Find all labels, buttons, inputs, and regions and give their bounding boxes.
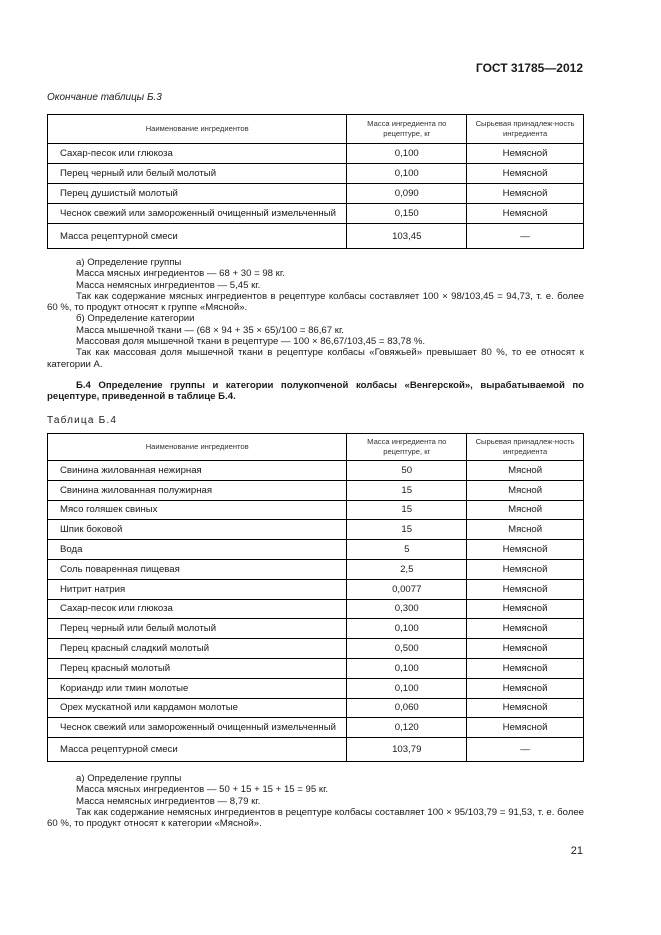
table-row	[48, 559, 584, 579]
cell-name: Свинина жилованная полужирная	[48, 480, 347, 500]
cell-type: Немясной	[467, 619, 584, 639]
cell-type: Мясной	[467, 500, 584, 520]
table-row	[48, 639, 584, 659]
table-row	[48, 204, 584, 224]
col-header-mass: Масса ингредиента по рецептуре, кг	[347, 115, 467, 144]
text-line: а) Определение группы	[76, 257, 182, 268]
cell-mass: 0,100	[347, 678, 467, 698]
col-header-type: Сырьевая принадлеж-ность ингредиента	[467, 115, 584, 144]
cell-name: Чеснок свежий или замороженный очищенный измельченный	[48, 718, 347, 738]
cell-name: Перец красный молотый	[48, 658, 347, 678]
section-b4-heading	[47, 380, 584, 403]
text-line: Масса немясных ингредиентов — 5,45 кг.	[76, 279, 261, 291]
cell-name: Шпик боковой	[48, 520, 347, 540]
col-header-mass: Масса ингредиента по рецептуре, кг	[347, 434, 467, 461]
table-row	[48, 579, 584, 599]
cell-mass: 0,100	[347, 144, 467, 164]
cell-type: Немясной	[467, 184, 584, 204]
cell-mass: 103,79	[347, 738, 467, 762]
cell-mass: 50	[347, 461, 467, 481]
cell-type: —	[467, 738, 584, 762]
cell-name: Масса рецептурной смеси	[48, 738, 347, 762]
cell-type: Мясной	[467, 520, 584, 540]
cell-type: Немясной	[467, 164, 584, 184]
cell-name: Нитрит натрия	[48, 579, 347, 599]
cell-name: Сахар-песок или глюкоза	[48, 144, 347, 164]
table-b4	[47, 433, 584, 762]
cell-mass: 0,060	[347, 698, 467, 718]
text-line: Так как содержание немясных ингредиентов в рецептуре колбасы составляет 100 × 95/103,79 = 91,53, т. е. более 60 %, то продукт относят к категории «Мясной».	[47, 806, 584, 830]
cell-type: Мясной	[467, 480, 584, 500]
cell-name: Мясо голяшек свиных	[48, 500, 347, 520]
cell-mass: 0,100	[347, 619, 467, 639]
cell-mass: 5	[347, 540, 467, 560]
table-b4-caption: Таблица Б.4	[47, 415, 118, 426]
cell-type: —	[467, 224, 584, 249]
text-line: б) Определение категории	[76, 313, 195, 325]
cell-name: Перец душистый молотый	[48, 184, 347, 204]
cell-type: Немясной	[467, 540, 584, 560]
text-line: Масса мышечной ткани — (68 × 94 + 35 × 65)/100 = 86,67 кг.	[76, 324, 344, 336]
cell-type: Немясной	[467, 718, 584, 738]
table-row	[48, 461, 584, 481]
cell-name: Сахар-песок или глюкоза	[48, 599, 347, 619]
cell-type: Немясной	[467, 579, 584, 599]
cell-name: Перец черный или белый молотый	[48, 619, 347, 639]
section-heading: Б.4 Определение группы и категории полукопченой колбасы «Венгерской», вырабатываемой по рецептуре, приведенной в таблице Б.4.	[47, 380, 584, 403]
table-row	[48, 698, 584, 718]
table-row	[48, 184, 584, 204]
table-row	[48, 619, 584, 639]
cell-type: Немясной	[467, 639, 584, 659]
table-row	[48, 658, 584, 678]
cell-type: Немясной	[467, 678, 584, 698]
table-row	[48, 540, 584, 560]
cell-mass: 0,100	[347, 164, 467, 184]
cell-mass: 2,5	[347, 559, 467, 579]
table-row	[48, 718, 584, 738]
cell-mass: 0,120	[347, 718, 467, 738]
table-row	[48, 144, 584, 164]
cell-mass: 0,0077	[347, 579, 467, 599]
table-total-row	[48, 224, 584, 249]
cell-name: Чеснок свежий или замороженный очищенный измельченный	[48, 204, 347, 224]
table-b3	[47, 114, 584, 249]
cell-name: Свинина жилованная нежирная	[48, 461, 347, 481]
table-row	[48, 164, 584, 184]
table-row	[48, 500, 584, 520]
cell-type: Немясной	[467, 144, 584, 164]
table-b3-caption: Окончание таблицы Б.3	[47, 92, 162, 103]
cell-mass: 103,45	[347, 224, 467, 249]
cell-name: Масса рецептурной смеси	[48, 224, 347, 249]
table-total-row	[48, 738, 584, 762]
cell-type: Мясной	[467, 461, 584, 481]
cell-mass: 15	[347, 480, 467, 500]
table-row	[48, 480, 584, 500]
cell-mass: 0,150	[347, 204, 467, 224]
cell-mass: 15	[347, 500, 467, 520]
cell-mass: 0,090	[347, 184, 467, 204]
text-line: Масса немясных ингредиентов — 8,79 кг.	[76, 795, 261, 807]
col-header-name: Наименование ингредиентов	[48, 115, 347, 144]
text-line: Масса мясных ингредиентов — 68 + 30 = 98 кг.	[76, 268, 285, 280]
cell-type: Немясной	[467, 658, 584, 678]
cell-type: Немясной	[467, 559, 584, 579]
table-header-row	[48, 434, 584, 461]
cell-name: Перец черный или белый молотый	[48, 164, 347, 184]
calc-b3	[47, 257, 584, 370]
cell-mass: 0,100	[347, 658, 467, 678]
page-number: 21	[570, 845, 583, 857]
cell-name: Перец красный сладкий молотый	[48, 639, 347, 659]
text-line: Масса мясных ингредиентов — 50 + 15 + 15 + 15 = 95 кг.	[76, 784, 329, 796]
calc-b4	[47, 773, 584, 829]
cell-mass: 0,500	[347, 639, 467, 659]
text-line: Так как массовая доля мышечной ткани в рецептуре колбасы «Говяжьей» превышает 80 %, то ее относят к категории А.	[47, 347, 584, 370]
cell-type: Немясной	[467, 698, 584, 718]
table-row	[48, 678, 584, 698]
standard-number: ГОСТ 31785—2012	[475, 61, 583, 75]
text-line: а) Определение группы	[76, 773, 182, 784]
cell-name: Соль поваренная пищевая	[48, 559, 347, 579]
col-header-name: Наименование ингредиентов	[48, 434, 347, 461]
cell-mass: 15	[347, 520, 467, 540]
cell-name: Орех мускатной или кардамон молотые	[48, 698, 347, 718]
cell-type: Немясной	[467, 599, 584, 619]
col-header-type: Сырьевая принадлеж-ность ингредиента	[467, 434, 584, 461]
cell-name: Вода	[48, 540, 347, 560]
cell-name: Кориандр или тмин молотые	[48, 678, 347, 698]
table-row	[48, 599, 584, 619]
text-line: Массовая доля мышечной ткани в рецептуре — 100 × 86,67/103,45 = 83,78 %.	[76, 336, 426, 348]
text-line: Так как содержание мясных ингредиентов в рецептуре колбасы составляет 100 × 98/103,45 = 94,73, т. е. более 60 %, то продукт относят к группе «Мясной».	[47, 290, 584, 314]
cell-mass: 0,300	[347, 599, 467, 619]
table-header-row	[48, 115, 584, 144]
cell-type: Немясной	[467, 204, 584, 224]
table-row	[48, 520, 584, 540]
